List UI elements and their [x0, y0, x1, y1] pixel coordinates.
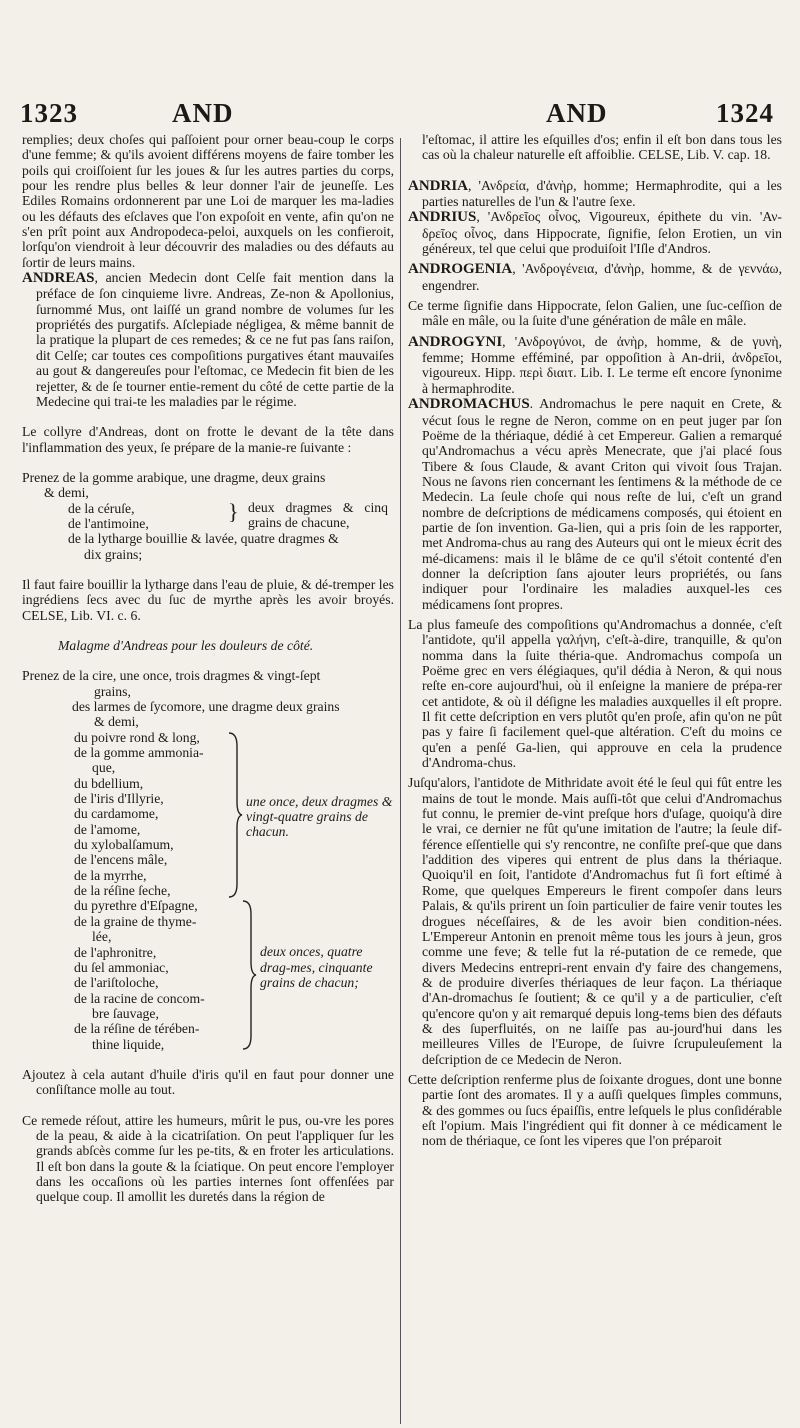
recipe-line: Prenez de la cire, une once, trois dragmes & vingt-ſept [22, 668, 321, 684]
cette-paragraph: Cette deſcription renferme plus de ſoixante drogues, dont une bonne partie ſont des aromates. Il y a auſſi quelques ſimples communs, & des gommes ou ſucs épaiſſis, entre leſquels le plus conſidérable eſt l'opium. Mais l'ingrédient qui fit donner à ce médicament le nom de thériaque, ce ſont les viperes que l'on préparoit [408, 1071, 782, 1149]
ingredient: de la réſine ſeche, [74, 883, 171, 899]
brace-glyph [226, 732, 244, 898]
ingredient: de la myrrhe, [74, 867, 147, 883]
entry-text: , 'Ανδρογένεια, d'ἀνὴρ, homme, & de γεννάω, engendrer. [422, 261, 782, 293]
jusqu-paragraph: Juſqu'alors, l'antidote de Mithridate avoit été le ſeul qui fût entre les mains de tout le monde. Mais auſſi-tôt que celui d'Andromachus fut connu, le premier de-vint preſque hors d'uſage, quoiqu'à dire le vrai, ce dernier ne fût qu'une imitation de l'autre; la ſeule dif-férence eſſentielle qui s'y rencontre, ne conſiſte preſ-que que dans l'addition des viperes qui entrent de plus dans la thériaque. Quoiqu'il en ſoit, l'antidote d'Andromachus fut ſi fort eſtimé à Rome, que quelques Empereurs le firent compoſer dans leurs Palais, & qu'ils prirent un ſoin particulier de faire venir toutes les drogues néceſſaires, & de les avoir bien condition-nées. L'Empereur Antonin en prenoit même tous les jours à jeun, gros comme une feve; & telle fut la ré-putation de ce remede, que divers Medecins entrepri-rent envain d'y faire des changemens, & de produire diverſes thériaques de leur façon. La thériaque d'An-dromachus ſe ſoutient; & ce qu'il y a de particulier, c'eſt qu'encore qu'on y ait remarqué depuis long-tems bien des défauts & des ſuperfluités, on ne laiſſe pas au-jourd'hui dans les meilleures Villes de l'Europe, de ſuivre ſcrupuleuſement la deſcription de ce Medecin de Neron. [408, 775, 782, 1067]
recipe-item: dix grains; [84, 546, 143, 562]
left-page-number: 1323 [20, 98, 78, 128]
recipe-item: de la céruſe, [68, 500, 135, 516]
brace-glyph: } [228, 498, 239, 524]
entry-androgyni [408, 334, 782, 396]
androgenia-paragraph: Ce terme ſignifie dans Hippocrate, ſelon Galien, une ſuc-ceſſion de mâle en mâle, ou la ſuite d'une génération de mâle en mâle. [408, 298, 782, 329]
entry-text: , 'Ανδρογύνοι, de ἀνὴρ, homme, & de γυνὴ, femme; Homme efféminé, par oppoſition à An-drii, ἀνδρεῖοι, vigoureux. Hipp. περὶ διαιτ. Lib. I. Le terme eſt encore ſynonime à hermaphrodite. [422, 333, 782, 396]
fameuse-paragraph: La plus fameuſe des compoſitions qu'Andromachus a donnée, c'eſt l'antidote, qu'il appella γαλήνη, c'eſt-à-dire, tranquille, & qu'on nomma dans la ſuite théria-que. Andromachus compoſa un Poëme grec en vers élégiaques, qu'il dédia à Neron, & qui nous reſte en-core aujourd'hui, où il enſeigne la maniere de prépa-rer cet antidote, & où il déſigne les maladies auxquelles il eſt propre. Il fit cette deſcription en vers plutôt qu'en proſe, afin qu'on ne pût pas y faire ſi facilement quel-que altération. C'eſt du moins ce qu'en a penſé Ga-lien, qui approuve en cela la prudence d'Androma-chus. [408, 616, 782, 771]
remede-paragraph: Ce remede réſout, attire les humeurs, mûrit le pus, ou-vre les pores de la peau, & aide à la cicatriſation. On peut l'appliquer ſur les grands abſcès comme ſur les pe-tits, & en froter les articulations. Il eſt bon dans la goute & la ſciatique. On peut encore l'employer dans les occaſions où les parties internes ſont offenſées par quelque coup. Il amollit les duretés dans la région de [22, 1112, 394, 1205]
entry-headword: ANDROGENIA [408, 261, 513, 278]
brace-annotation: deux dragmes & cinq grains de chacune, [248, 499, 388, 531]
ingredient: bre ſauvage, [92, 1005, 159, 1021]
malagme-title: Malagme d'Andreas pour les douleurs de côté. [58, 637, 314, 653]
entry-text: , ancien Medecin dont Celſe fait mention dans la préface de ſon cinquieme livre. Andreas, Ze-non & Apollonius, ſurnommé Mus, ont laiſſé un grand nombre de volumes ſur les propriétés des purgatifs. Aſclepiade négligea, & même bannit de la pratique la plupart de ces remedes; & ce ne fut pas ſans raiſon, dit Celſe; car toutes ces compoſitions purgatives étant mauvaiſes au gout & dangereuſes pour l'eſtomac, ce Medecin fit bien de les rejetter, & de ſe tourner entie-rement du côté de cette partie de la Medecine qui trai-te les maladies par le régime. [36, 270, 394, 409]
ingredient: du bdellium, [74, 775, 144, 791]
ingredient: du xylobalſamum, [74, 837, 174, 853]
entry-andria [408, 178, 782, 210]
ingredient: de l'aphronitre, [74, 944, 157, 960]
collyre-paragraph: Le collyre d'Andreas, dont on frotte le devant de la tête dans l'inflammation des yeux, ſe prépare de la manie-re ſuivante : [22, 424, 394, 455]
entry-headword: ANDREAS [22, 270, 95, 287]
ingredient: du ſel ammoniac, [74, 959, 169, 975]
brace-glyph [240, 900, 258, 1050]
entry-headword: ANDRIA [408, 177, 468, 194]
continuation-paragraph: l'eſtomac, il attire les eſquilles d'os; enfin il eſt bon dans tous les cas où la chaleur naturelle eſt affoiblie. CELSE, Lib. V. cap. 18. [422, 132, 782, 163]
ingredient: du poivre rond & long, [74, 729, 200, 745]
left-column [22, 132, 394, 1205]
recipe-item: de l'antimoine, [68, 515, 149, 531]
ingredient: de la réſine de térében- [74, 1021, 200, 1037]
ingredient: lée, [92, 929, 112, 945]
recipe-item: de la lytharge bouillie & lavée, quatre dragmes & [68, 531, 339, 547]
ingredient: thine liquide, [92, 1036, 165, 1052]
entry-text: , 'Ανδρεία, d'ἀνὴρ, homme; Hermaphrodite, qui a les parties naturelles de l'un & l'autre ſexe. [422, 177, 782, 210]
ingredient: de l'iris d'Illyrie, [74, 791, 164, 807]
ingredient: de la racine de concom- [74, 990, 205, 1006]
recipe-line: des larmes de ſycomore, une dragme deux grains [72, 699, 340, 714]
brace-annotation: deux onces, quatre drag-mes, cinquante grains de chacun; [260, 944, 373, 991]
recipe-malagme [22, 668, 394, 1052]
recipe-line: Prenez de la gomme arabique, une dragme, deux grains [22, 469, 326, 485]
recipe-line: grains, [94, 683, 131, 699]
ingredient: de l'amome, [74, 821, 141, 837]
entry-headword: ANDRIUS [408, 209, 477, 226]
ingredient: de l'encens mâle, [74, 852, 168, 868]
recipe-line: & demi, [44, 485, 89, 501]
entry-andrius [408, 209, 782, 256]
column-divider [400, 138, 401, 1424]
recipe-line: & demi, [94, 714, 139, 730]
entry-andreas [22, 270, 394, 409]
entry-headword: ANDROMACHUS [408, 396, 530, 413]
ingredient: du cardamome, [74, 806, 159, 822]
ingredient: de l'ariſtoloche, [74, 975, 159, 991]
ajoutez-paragraph: Ajoutez à cela autant d'huile d'iris qu'il en faut pour donner une conſiſtance molle au tout. [22, 1066, 394, 1098]
continuation-paragraph: remplies; deux choſes qui paſſoient pour orner beau-coup le corps d'une femme; & qu'ils avoient différens moyens de faire tomber les poils qui croiſſoient ſur les joues & ſur les autres parties du corps, pour les rendre plus belles & leur donner l'air de jeuneſſe. Les Ediles Romains ordonnerent par une Loi de marquer les ma-ladies ou les défauts des eſclaves que l'on expoſoit en vente, afin qu'on ne s'en prît point aux Andropodeca-peloi, auxquels on les confieroit, lorſqu'on viendroit à leur découvrir des maladies ou des défauts au ſortir de leurs mains. [22, 132, 394, 270]
right-running-head: AND [546, 98, 608, 128]
lytharge-paragraph: Il faut faire bouillir la lytharge dans l'eau de pluie, & dé-tremper les ingrédiens ſecs avec du ſuc de myrthe après les avoir broyés. CELSE, Lib. VI. c. 6. [22, 576, 394, 623]
ingredient-group-2 [22, 898, 394, 1051]
ingredient-group-1 [22, 730, 394, 899]
entry-text: , 'Ανδρεῖος οἶνος, Vigoureux, épithete du vin. 'Αν-δρεῖος οἶνος, dans Hippocrate, ſignifie, ſelon Erotien, un vin généreux, tel que celui que produiſoit l'Iſle d'Andros. [422, 209, 782, 257]
left-running-head: AND [172, 98, 234, 128]
entry-headword: ANDROGYNI [408, 333, 503, 350]
entry-andromachus [408, 396, 782, 612]
right-page-number: 1324 [716, 98, 774, 128]
ingredient: que, [92, 760, 116, 776]
right-column [408, 132, 782, 1149]
ingredient: du pyrethre d'Eſpagne, [74, 898, 198, 914]
brace-annotation: une once, deux dragmes & vingt-quatre grains de chacun. [246, 793, 393, 840]
entry-androgenia [408, 261, 782, 293]
recipe-collyre [22, 470, 394, 562]
ingredient: de la gomme ammonia- [74, 745, 204, 761]
ingredient: de la graine de thyme- [74, 913, 197, 929]
entry-text: . Andromachus le pere naquit en Crete, & vécut ſous le regne de Neron, comme on en peut juger par ſon Poëme de la thériaque, dédié à cet Empereur. Galien a remarqué qu'Andromachus a vécu après Menecrate, que j'ai placé ſous Tibere & ſous Claude, & avant Criton qui vivoit ſous Trajan. Nous ne ſavons rien concernant les ſentimens & la méthode de ce Medecin. La ſeule choſe qui nous reſte de lui, c'eſt un grand nombre de deſcriptions de médicamens composés, qui étoient en partie de ſon invention. Ga-lien, qui a pris ſoin de les rapporter, met Androma-chus au rang des Auteurs qui ont le mieux écrit des mé-dicamens: mais il le blâme de ce qu'il s'étoit contenté d'en donner la deſcription ſans ajouter leurs propriétés, ou ſans indiquer pour l'ordinaire les maladies auxquel-les ces médicamens ſont propres. [422, 396, 782, 612]
